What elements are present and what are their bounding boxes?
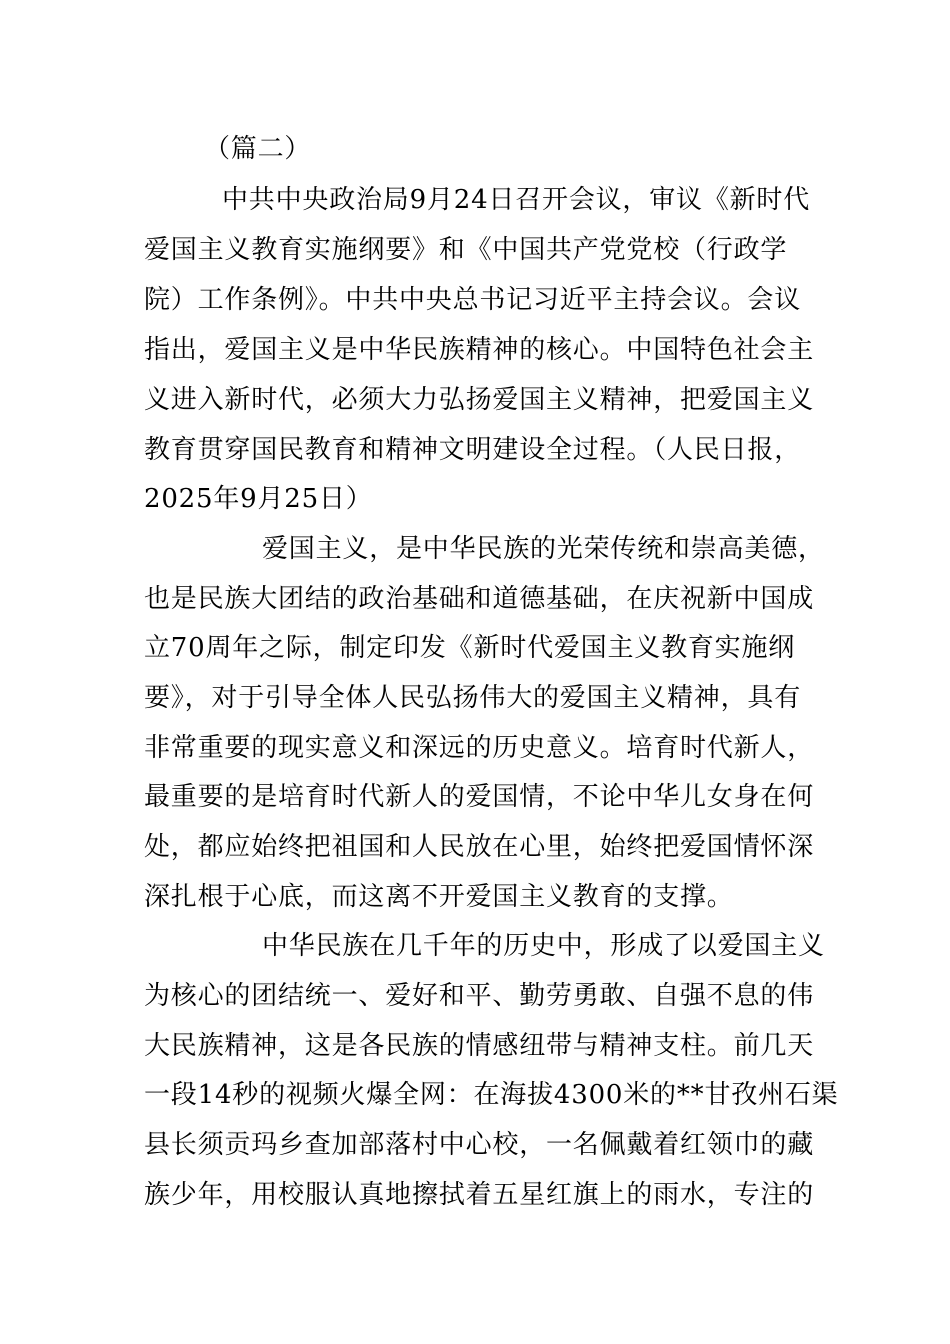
paragraph-line: 也是民族大团结的政治基础和道德基础，在庆祝新中国成	[144, 584, 815, 614]
paragraph-line: 县长须贡玛乡查加部落村中心校，一名佩戴着红领巾的藏	[144, 1130, 815, 1160]
section-heading: （篇二）	[204, 134, 312, 164]
paragraph-line: 大民族精神，这是各民族的情感纽带与精神支柱。前几天	[144, 1031, 815, 1061]
paragraph-line: 深扎根于心底，而这离不开爱国主义教育的支撑。	[144, 882, 734, 912]
paragraph-line: 立70周年之际，制定印发《新时代爱国主义教育实施纲	[144, 633, 796, 663]
paragraph-line: 爱国主义，是中华民族的光荣传统和崇高美德，	[262, 534, 825, 564]
paragraph-line: 非常重要的现实意义和深远的历史意义。培育时代新人，	[144, 733, 815, 763]
paragraph-line: 教育贯穿国民教育和精神文明建设全过程。（人民日报，	[144, 435, 802, 465]
paragraph-line: 中共中央政治局9月24日召开会议，审议《新时代	[222, 185, 811, 215]
paragraph-line: 处，都应始终把祖国和人民放在心里，始终把爱国情怀深	[144, 832, 815, 862]
paragraph-line: 最重要的是培育时代新人的爱国情，不论中华儿女身在何	[144, 782, 815, 812]
paragraph-line: 院）工作条例》。中共中央总书记习近平主持会议。会议	[144, 285, 802, 315]
paragraph-line: 一段14秒的视频火爆全网：在海拔4300米的**甘孜州石渠	[144, 1080, 839, 1110]
paragraph-line: 爱国主义教育实施纲要》和《中国共产党党校（行政学	[144, 235, 788, 265]
paragraph-line: 义进入新时代，必须大力弘扬爱国主义精神，把爱国主义	[144, 385, 815, 415]
paragraph-line: 指出，爱国主义是中华民族精神的核心。中国特色社会主	[144, 335, 815, 365]
paragraph-line: 为核心的团结统一、爱好和平、勤劳勇敢、自强不息的伟	[144, 981, 815, 1011]
paragraph-line: 族少年，用校服认真地擦拭着五星红旗上的雨水，专注的	[144, 1180, 815, 1210]
paragraph-line: 中华民族在几千年的历史中，形成了以爱国主义	[262, 931, 825, 961]
paragraph-line: 要》，对于引导全体人民弘扬伟大的爱国主义精神，具有	[144, 683, 802, 713]
paragraph-line: 2025年9月25日）	[144, 484, 373, 514]
